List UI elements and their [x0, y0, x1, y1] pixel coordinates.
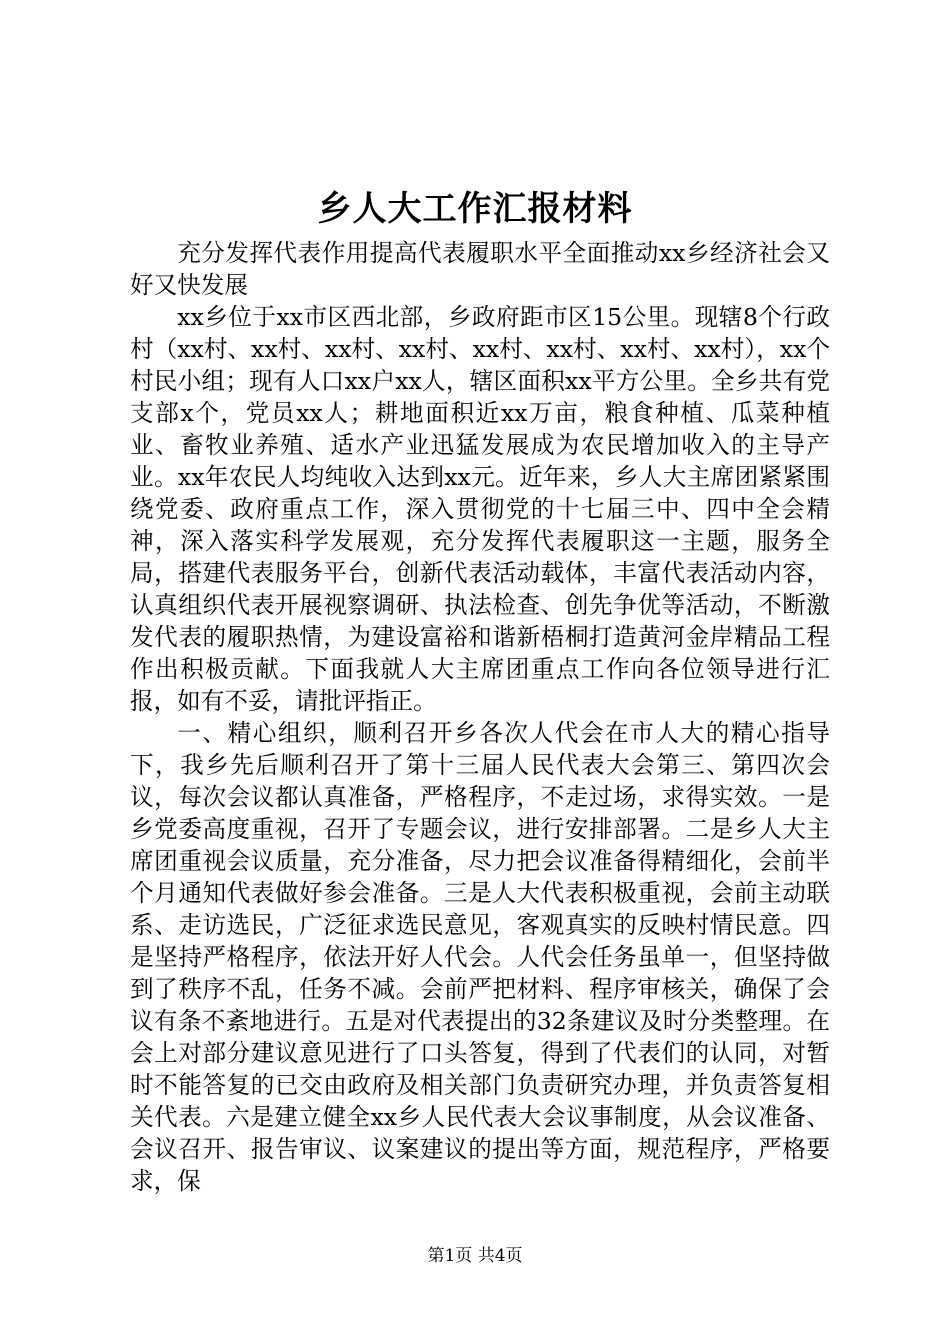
document-title: 乡人大工作汇报材料: [317, 189, 633, 229]
paragraph-subtitle: 充分发挥代表作用提高代表履职水平全面推动xx乡经济社会又好又快发展: [130, 239, 830, 299]
paragraph-section-one: 一、精心组织，顺利召开乡各次人代会在市人大的精心指导下，我乡先后顺利召开了第十三届人民代表大会第三、第四次会议，每次会议都认真准备，严格程序，不走过场，求得实效。一是乡党委高度重视，召开了专题会议，进行安排部署。二是乡人大主席团重视会议质量，充分准备，尽力把会议准备得精细化，会前半个月通知代表做好参会准备。三是人大代表积极重视，会前主动联系、走访选民，广泛征求选民意见，客观真实的反映村情民意。四是坚持严格程序，依法开好人代会。人代会任务虽单一，但坚持做到了秩序不乱，任务不减。会前严把材料、程序审核关，确保了会议有条不紊地进行。五是对代表提出的32条建议及时分类整理。在会上对部分建议意见进行了口头答复，得到了代表们的认同，对暂时不能答复的已交由政府及相关部门负责研究办理，并负责答复相关代表。六是建立健全xx乡人民代表大会议事制度，从会议准备、会议召开、报告审议、议案建议的提出等方面，规范程序，严格要求，保: [130, 719, 830, 1195]
page-footer: 第1页 共4页: [427, 1246, 523, 1266]
paragraph-introduction: xx乡位于xx市区西北部，乡政府距市区15公里。现辖8个行政村（xx村、xx村、xx村、xx村、xx村、xx村、xx村、xx村），xx个村民小组；现有人口xx户xx人，辖区面积xx平方公里。全乡共有党支部x个，党员xx人；耕地面积近xx万亩，粮食种植、瓜菜种植业、畜牧业养殖、适水产业迅猛发展成为农民增加收入的主导产业。xx年农民人均纯收入达到xx元。近年来，乡人大主席团紧紧围绕党委、政府重点工作，深入贯彻党的十七届三中、四中全会精神，深入落实科学发展观，充分发挥代表履职这一主题，服务全局，搭建代表服务平台，创新代表活动载体，丰富代表活动内容，认真组织代表开展视察调研、执法检查、创先争优等活动，不断激发代表的履职热情，为建设富裕和谐新梧桐打造黄河金岸精品工程作出积极贡献。下面我就人大主席团重点工作向各位领导进行汇报，如有不妥，请批评指正。: [130, 303, 830, 715]
document-body: [130, 237, 830, 1197]
